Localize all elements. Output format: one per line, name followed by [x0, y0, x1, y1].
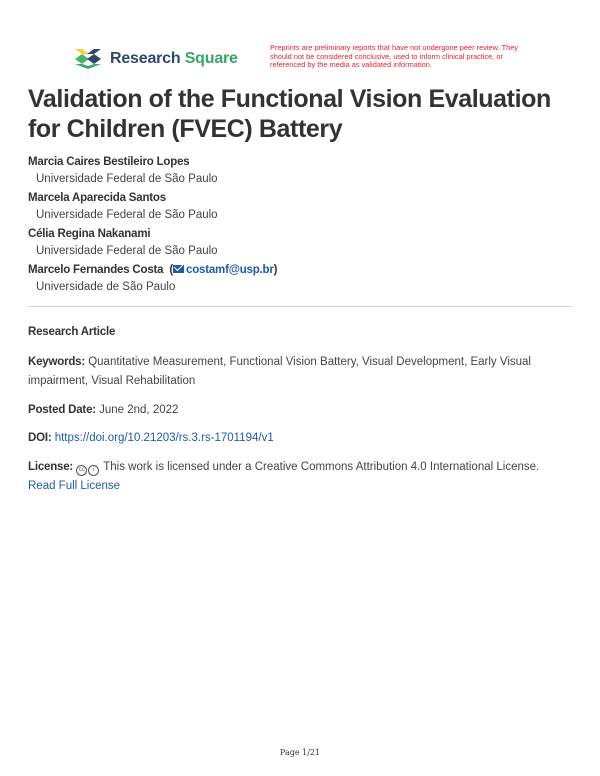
page-number: Page 1/21 [279, 748, 321, 757]
author-list [28, 154, 568, 298]
keywords-label: Keywords: [28, 356, 85, 368]
author-affiliation: Universidade Federal de São Paulo [36, 245, 218, 257]
author-affiliation: Universidade Federal de São Paulo [36, 173, 218, 185]
divider [28, 306, 572, 307]
article-type: Research Article [28, 326, 116, 338]
author-name: Marcelo Fernandes Costa [28, 264, 164, 276]
posted-date [28, 401, 573, 420]
envelope-icon [173, 265, 184, 273]
posted-date-label: Posted Date: [28, 404, 96, 416]
author-name: Marcela Aparecida Santos [28, 192, 166, 204]
author-affiliation: Universidade Federal de São Paulo [36, 209, 218, 221]
license-text: This work is licensed under a Creative Commons Attribution 4.0 International License. [103, 461, 540, 473]
attribution-icon: i [88, 465, 99, 476]
author-email-link[interactable]: costamf@usp.br [186, 264, 274, 276]
keywords [28, 353, 573, 391]
research-square-logo-icon [73, 47, 103, 71]
author [28, 190, 568, 226]
doi-label: DOI: [28, 432, 52, 444]
author [28, 154, 568, 190]
author-affiliation: Universidade de São Paulo [36, 281, 176, 293]
keywords-value: Quantitative Measurement, Functional Vision Battery, Visual Development, Early Visual impairment, Visual Rehabilitation [28, 356, 531, 387]
author [28, 226, 568, 262]
paper-title: Validation of the Functional Vision Evaluation for Children (FVEC) Battery [28, 85, 551, 143]
author: Marcelo Fernandes Costa ( costamf@usp.br) Universidade de São Paulo [28, 262, 568, 298]
posted-date-value: June 2nd, 2022 [99, 404, 179, 416]
logo-text: Research Square [110, 50, 238, 67]
doi [28, 429, 573, 448]
license-label: License: [28, 461, 74, 473]
author-name: Marcia Caires Bestileiro Lopes [28, 156, 190, 168]
author-name: Célia Regina Nakanami [28, 228, 151, 240]
research-square-logo[interactable] [73, 47, 238, 71]
read-full-license-link[interactable]: Read Full License [28, 480, 121, 492]
doi-link[interactable]: https://doi.org/10.21203/rs.3.rs-1701194/v1 [54, 432, 274, 444]
license [28, 458, 573, 496]
cc-icon: cc [76, 465, 87, 476]
preprint-disclaimer: Preprints are preliminary reports that have not undergone peer review. They should not be considered conclusive, used to inform clinical practice, or referenced by the media as validated information. [270, 43, 518, 70]
